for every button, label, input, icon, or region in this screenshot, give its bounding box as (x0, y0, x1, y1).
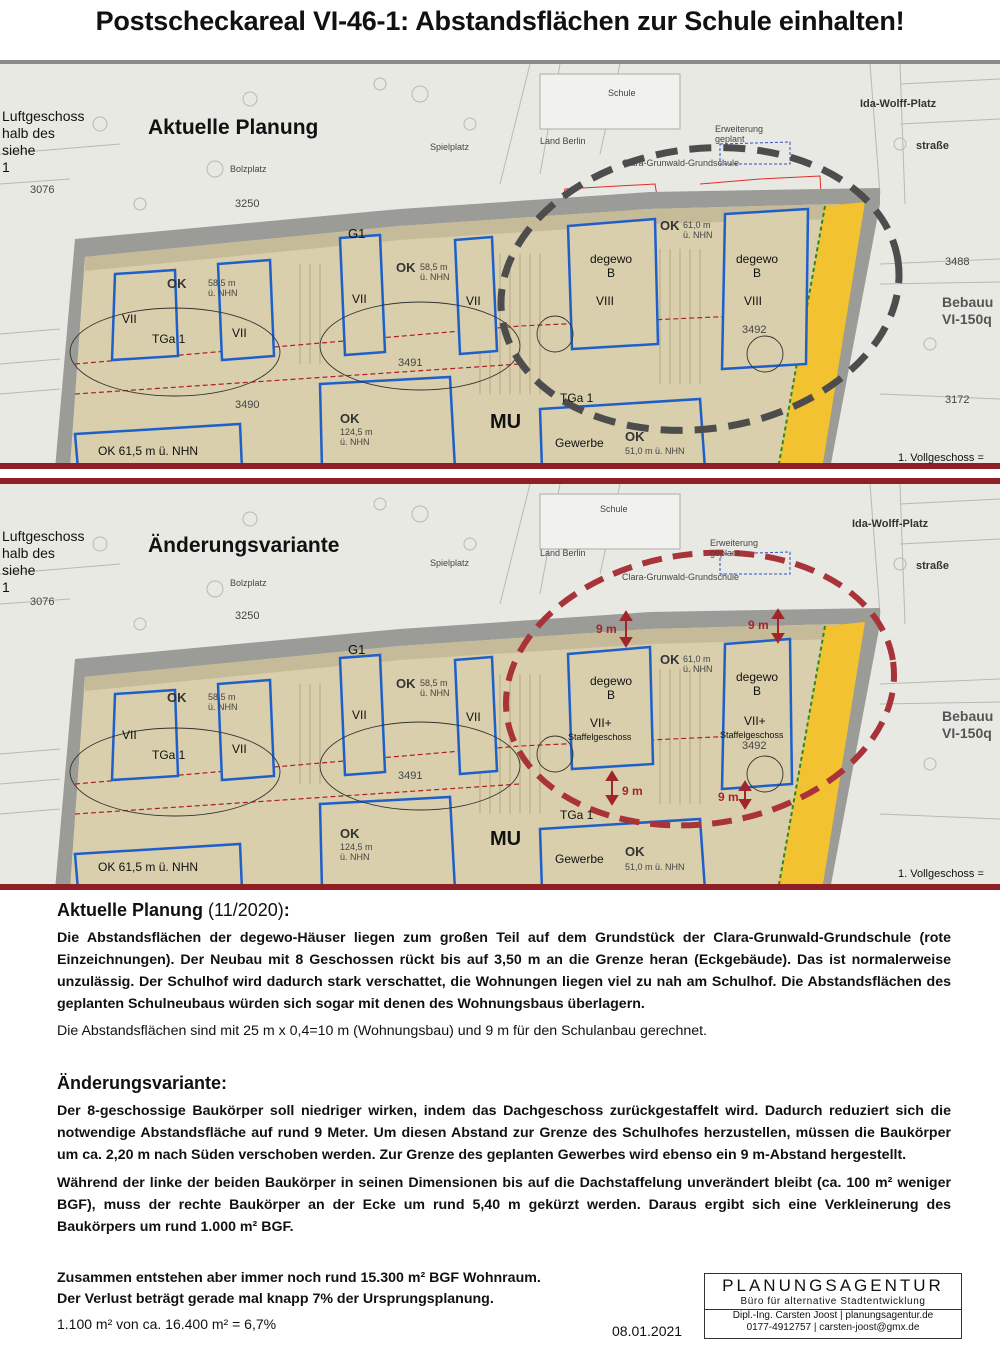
label-gewerbe-variant: Gewerbe (555, 852, 604, 866)
label-spielplatz: Spielplatz (430, 142, 470, 152)
label-ok-510-val: 51,0 m ü. NHN (625, 446, 685, 456)
label-ok-510-val-variant: 51,0 m ü. NHN (625, 862, 685, 872)
section-current-planning (57, 900, 951, 1041)
map-heading-variant: Änderungsvariante (148, 534, 340, 557)
label-g1-variant: G1 (348, 642, 366, 657)
paragraph-current-2: Die Abstandsflächen sind mit 25 m x 0,4=10 m (Wohnungsbau) und 9 m für den Schulanbau gerechnet. (57, 1023, 707, 1039)
section-heading-text: Aktuelle Planung (57, 900, 204, 920)
map-change-variant (0, 478, 1000, 890)
label-mu-variant: MU (490, 828, 522, 850)
label-gewerbe: Gewerbe (555, 436, 604, 450)
section-variant (57, 1073, 951, 1238)
label-viii-right: VIII (744, 294, 763, 308)
label-land-berlin: Land Berlin (540, 136, 586, 146)
label-staffel-left: Staffelgeschoss (568, 732, 632, 742)
label-school: Schule (608, 88, 636, 98)
label-ok-right-val-variant: 61,0 m ü. NHN (683, 654, 713, 674)
label-bebauung: Bebauu VI-150q (942, 294, 994, 327)
paragraph-variant-2: Während der linke der beiden Baukörper in seinen Dimensionen bis auf die Dachstaffelung unverändert bleibt (ca. 100 m² weniger BGF), muss der rechte Baukörper an der Ecke um rund 5,40 m gekürzt werden. Daraus ergibt sich eine Verkleinerung des Baukörpers um rund 1.000 m² BGF. (57, 1175, 951, 1235)
label-vii-4-variant: VII (466, 710, 481, 724)
summary-block (57, 1268, 541, 1310)
calc-line: 1.100 m² von ca. 16.400 m² = 6,7% (57, 1316, 277, 1332)
label-ok-mid-val: 58,5 m ü. NHN (420, 262, 450, 282)
label-ok-left-variant: OK (167, 690, 187, 705)
label-vollgeschoss-variant: 1. Vollgeschoss = (898, 868, 984, 880)
label-ok-right-variant: OK (660, 652, 680, 667)
label-ok-right: OK (660, 218, 680, 233)
map-heading-current: Aktuelle Planung (148, 116, 319, 139)
label-degewo-right: degewo B (736, 252, 779, 280)
label-erweiterung: Erweiterung geplant (715, 124, 764, 144)
label-viii-left: VIII (596, 294, 615, 308)
label-ok-right-val: 61,0 m ü. NHN (683, 220, 713, 240)
label-ok-mid-val-variant: 58,5 m ü. NHN (420, 678, 450, 698)
label-erweiterung-variant: Erweiterung geplant (710, 538, 759, 558)
label-3491: 3491 (398, 357, 423, 369)
label-ok-615-variant: OK 61,5 m ü. NHN (98, 860, 199, 874)
label-3076: 3076 (30, 184, 55, 196)
label-vii-2-variant: VII (232, 742, 247, 756)
label-tga1-right: TGa 1 (560, 391, 594, 405)
stamp-title: PLANUNGSAGENTUR (722, 1276, 944, 1295)
label-3491-variant: 3491 (398, 770, 423, 782)
label-vii-1-variant: VII (122, 728, 137, 742)
dim-9m-3: 9 m (622, 784, 643, 798)
label-ida-wolff-variant: Ida-Wolff-Platz (852, 518, 929, 530)
label-ok-left-val: 58,5 m ü. NHN (208, 278, 238, 298)
section-heading-colon: : (283, 900, 290, 920)
label-tga1-left: TGa 1 (152, 332, 186, 346)
label-3492-variant: 3492 (742, 740, 767, 752)
planungsagentur-stamp (704, 1273, 962, 1339)
label-3488: 3488 (945, 256, 970, 268)
label-ok-mid: OK (396, 260, 416, 275)
label-school-variant: Schule (600, 504, 628, 514)
label-ok-615: OK 61,5 m ü. NHN (98, 444, 199, 458)
label-vii-plus-right: VII+ (744, 714, 766, 728)
label-ok-1245-val-variant: 124,5 m ü. NHN (340, 842, 373, 862)
label-g1: G1 (348, 226, 366, 241)
label-degewo-right-variant: degewo B (736, 670, 779, 698)
label-vii-2: VII (232, 326, 247, 340)
section-heading-current (57, 900, 951, 921)
label-vii-3: VII (352, 292, 367, 306)
label-strasse: straße (916, 140, 950, 152)
left-edge-text-variant: Luftgeschoss halb des siehe 1 (2, 528, 85, 595)
label-land-berlin-variant: Land Berlin (540, 548, 586, 558)
label-vii-3-variant: VII (352, 708, 367, 722)
dim-9m-4: 9 m (718, 790, 739, 804)
summary-line-1: Zusammen entstehen aber immer noch rund 15.300 m² BGF Wohnraum. (57, 1270, 541, 1286)
label-3076-variant: 3076 (30, 596, 55, 608)
label-ok-left: OK (167, 276, 187, 291)
label-vii-plus-left: VII+ (590, 716, 612, 730)
document-date: 08.01.2021 (612, 1323, 683, 1339)
label-3492: 3492 (742, 324, 767, 336)
section-heading-variant: Änderungsvariante: (57, 1073, 228, 1093)
map-current-planning (0, 60, 1000, 469)
label-spielplatz-variant: Spielplatz (430, 558, 470, 568)
label-clara-variant: Clara-Grunwald-Grundschule (622, 572, 740, 582)
stamp-subtitle: Büro für alternative Stadtentwicklung (705, 1296, 961, 1310)
summary-line-2: Der Verlust beträgt gerade mal knapp 7% der Ursprungsplanung. (57, 1291, 494, 1307)
label-ok-510: OK (625, 429, 645, 444)
label-tga1-right-variant: TGa 1 (560, 808, 594, 822)
label-ida-wolff: Ida-Wolff-Platz (860, 98, 937, 110)
label-ok-1245-val: 124,5 m ü. NHN (340, 427, 373, 447)
left-edge-text: Luftgeschoss halb des siehe 1 (2, 108, 85, 175)
dim-9m-2: 9 m (748, 618, 769, 632)
label-strasse-variant: straße (916, 560, 950, 572)
label-clara: Clara-Grunwald-Grundschule (622, 158, 740, 168)
label-ok-510-variant: OK (625, 844, 645, 859)
label-degewo-left: degewo B (590, 252, 633, 280)
stamp-contact-1: Dipl.-Ing. Carsten Joost | planungsagentur.de (732, 1310, 934, 1321)
label-bolzplatz-variant: Bolzplatz (230, 578, 267, 588)
stamp-contact-2: 0177-4912757 | carsten-joost@gmx.de (746, 1322, 920, 1333)
dim-9m-1: 9 m (596, 622, 617, 636)
label-ok-1245-variant: OK (340, 826, 360, 841)
label-vollgeschoss: 1. Vollgeschoss = (898, 452, 984, 464)
label-mu: MU (490, 411, 522, 433)
label-3490: 3490 (235, 399, 260, 411)
label-bolzplatz: Bolzplatz (230, 164, 267, 174)
paragraph-variant-1: Der 8-geschossige Baukörper soll niedriger wirken, indem das Dachgeschoss zurückgestaffelt wird. Dadurch reduziert sich die notwendige Abstandsfläche auf rund 9 Meter. Um diesen Abstand zur Grenze des Schulhofes herzustellen, müssen die Baukörper um ca. 2,20 m nach Süden verschoben werden. Zur Grenze des geplanten Gewerbes wird ebenso ein 9 m-Abstand hergestellt. (57, 1103, 951, 1163)
label-staffel-right: Staffelgeschoss (720, 730, 784, 740)
label-degewo-left-variant: degewo B (590, 674, 633, 702)
label-tga1-left-variant: TGa 1 (152, 748, 186, 762)
label-vii-4: VII (466, 294, 481, 308)
label-3250-variant: 3250 (235, 610, 260, 622)
label-ok-mid-variant: OK (396, 676, 416, 691)
label-3172: 3172 (945, 394, 970, 406)
page-title: Postscheckareal VI-46-1: Abstandsflächen zur Schule einhalten! (95, 6, 905, 36)
label-3250: 3250 (235, 198, 260, 210)
label-ok-1245: OK (340, 411, 360, 426)
label-vii-1: VII (122, 312, 137, 326)
section-heading-date: (11/2020) (208, 900, 284, 920)
paragraph-current-1: Die Abstandsflächen der degewo-Häuser liegen zum großen Teil auf dem Grundstück der Clara-Grunwald-Grundschule (rote Einzeichnungen). Der Neubau mit 8 Geschossen rückt bis auf 3,50 m an die Grenze heran (Eckgebäude). Das ist normalerweise unzulässig. Der Schulhof wird dadurch stark verschattet, die Wohnungen liegen viel zu nah am Schulhof. Die Abstandsflächen des geplanten Schulneubaus würden sich sogar mit denen des Wohnungsbaus überlagern. (57, 930, 951, 1012)
label-bebauung-variant: Bebauu VI-150q (942, 708, 994, 741)
label-ok-left-val-variant: 58,5 m ü. NHN (208, 692, 238, 712)
